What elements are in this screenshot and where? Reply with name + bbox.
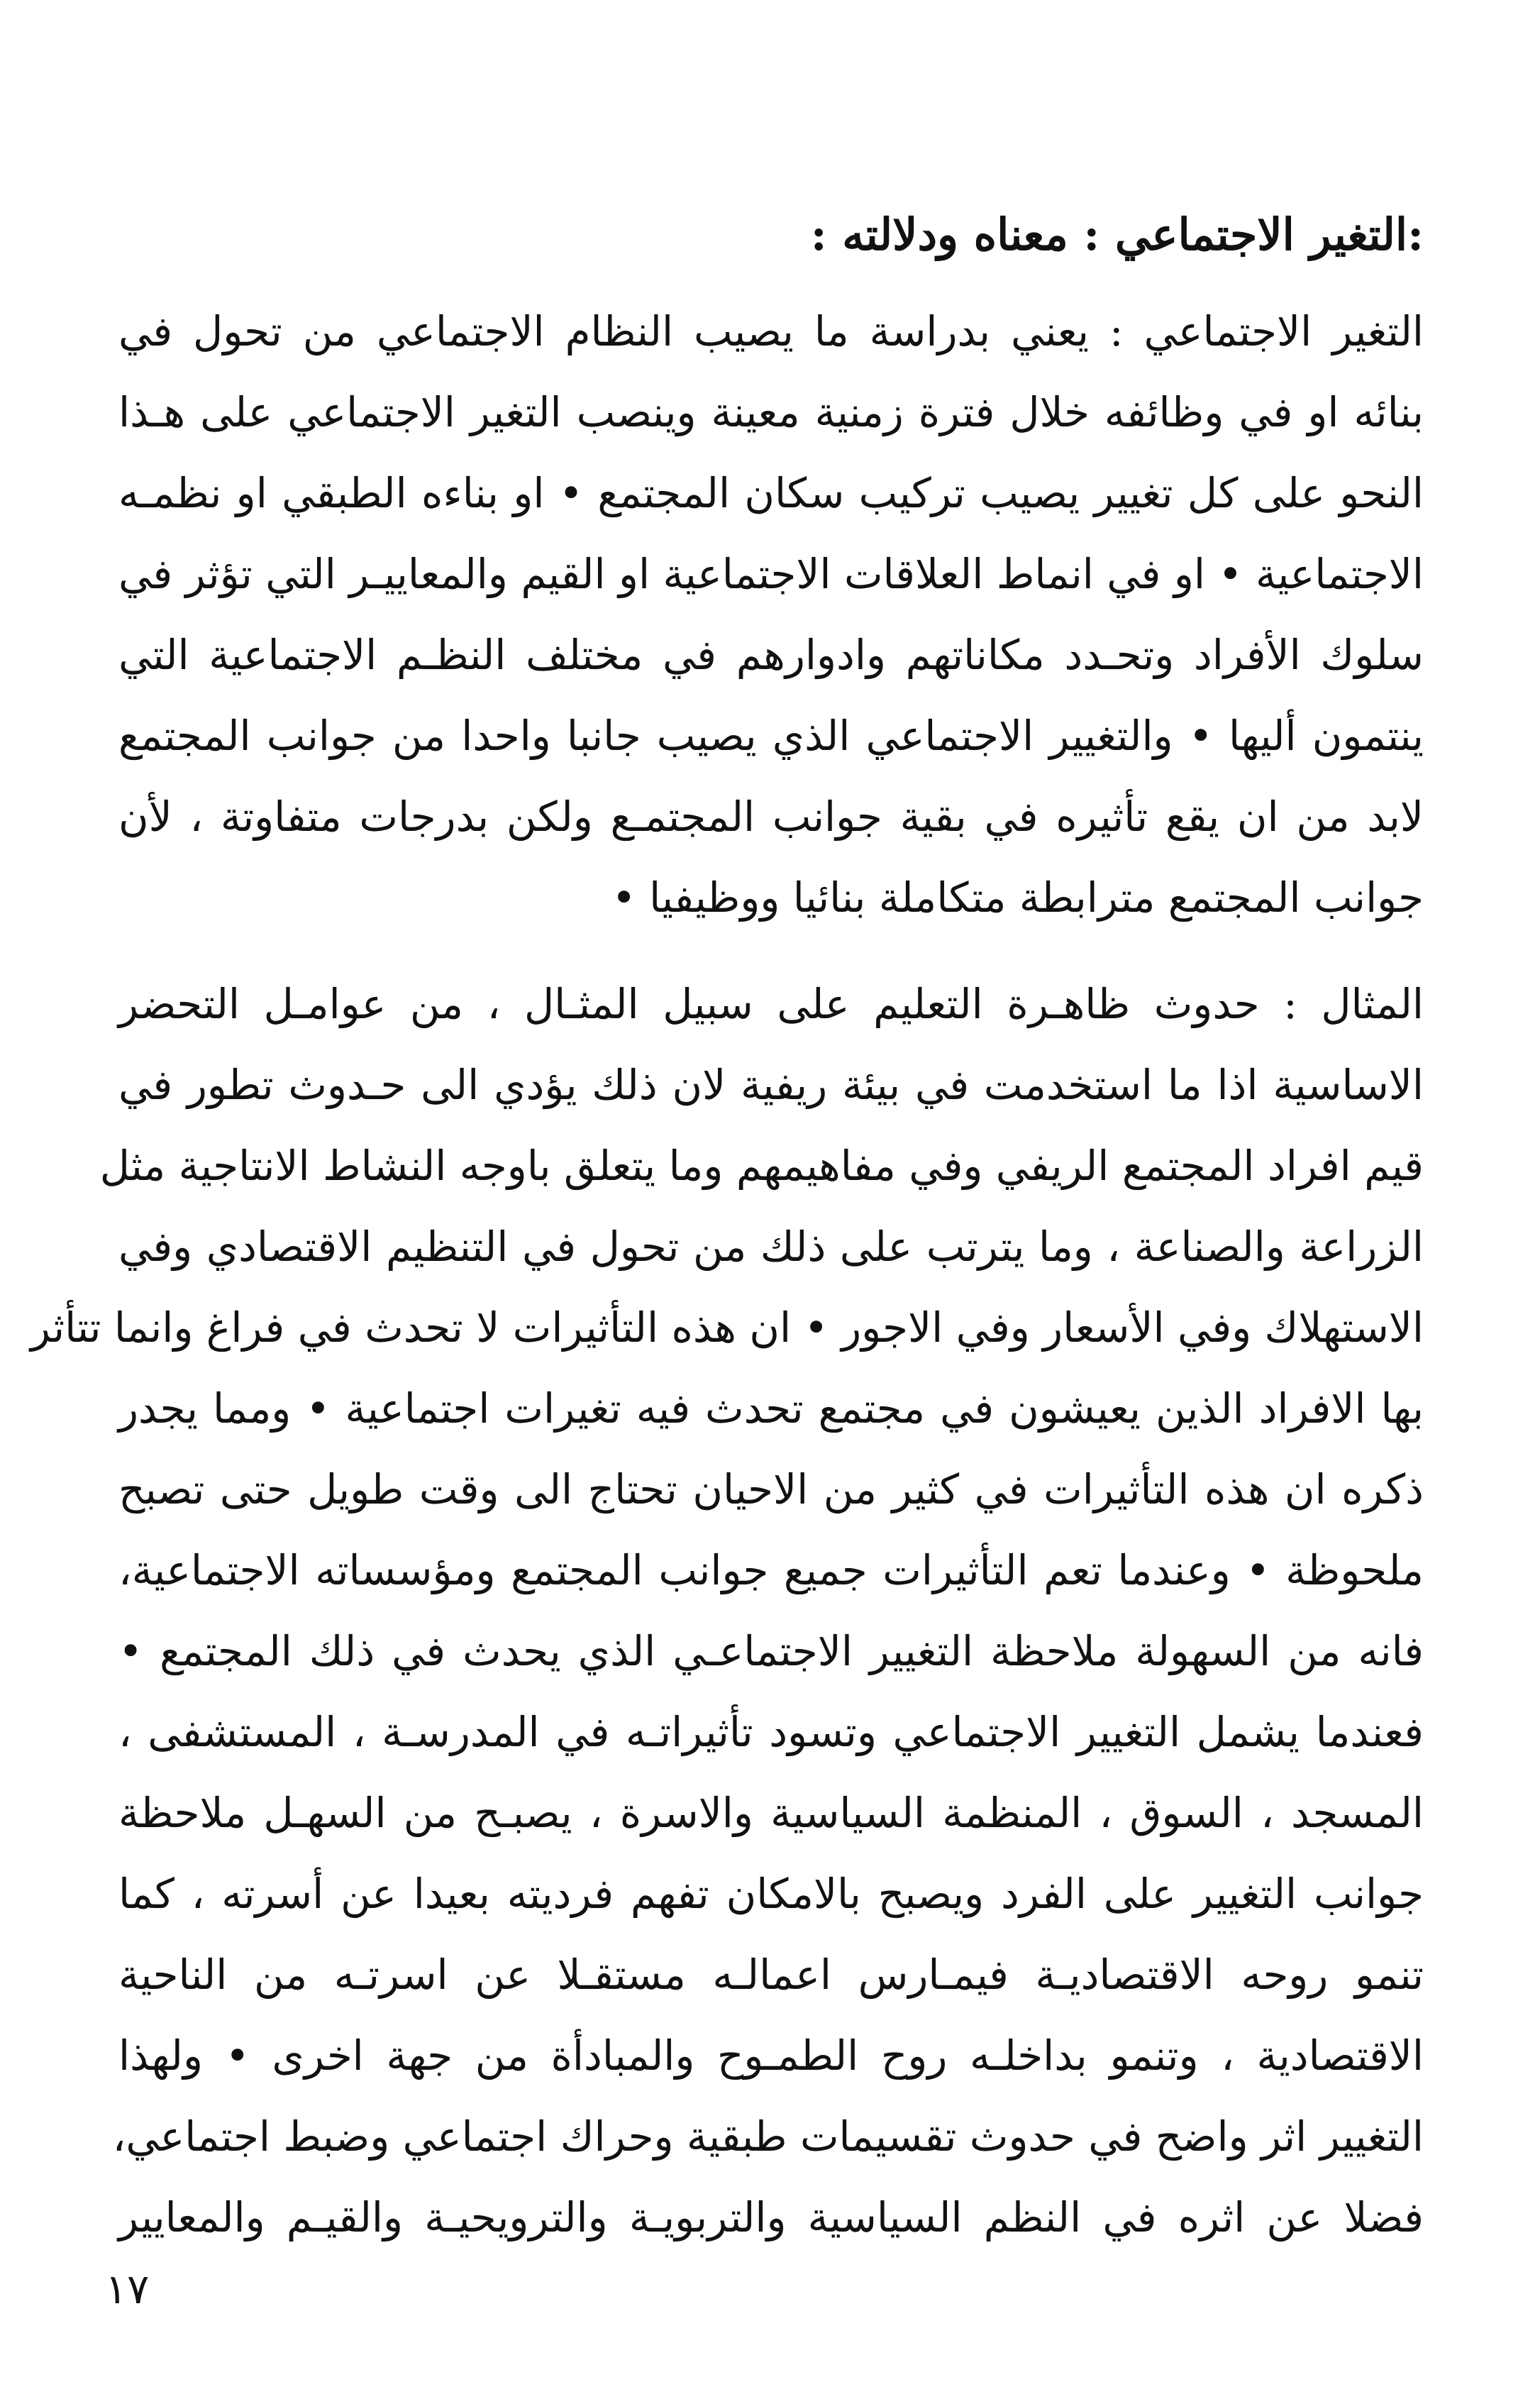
- text-line: النحو على كل تغيير يصيب تركيب سكان المجتمع • او بناءه الطبقي او نظمـه: [118, 469, 1424, 517]
- text-line: ينتمون أليها • والتغيير الاجتماعي الذي يصيب جانبا واحدا من جوانب المجتمع: [118, 712, 1424, 760]
- text-line: التغيير اثر واضح في حدوث تقسيمات طبقية وحراك اجتماعي وضبط اجتماعي،: [112, 2112, 1424, 2161]
- text-line: سلوك الأفراد وتحـدد مكاناتهم وادوارهم في مختلف النظـم الاجتماعية التي: [118, 631, 1424, 679]
- text-line: الاقتصادية ، وتنمو بداخلـه روح الطمـوح والمبادأة من جهة اخرى • ولهذا: [118, 2031, 1424, 2080]
- text-line: الزراعة والصناعة ، وما يترتب على ذلك من تحول في التنظيم الاقتصادي وفي: [118, 1223, 1424, 1271]
- text-line: الاستهلاك وفي الأسعار وفي الاجور • ان هذه التأثيرات لا تحدث في فراغ وانما تتأثر: [31, 1303, 1424, 1352]
- text-line: فعندما يشمل التغيير الاجتماعي وتسود تأثيراتـه في المدرسـة ، المستشفى ،: [118, 1708, 1424, 1756]
- text-line: جوانب التغيير على الفرد ويصبح بالامكان تفهم فرديته بعيدا عن أسرته ، كما: [118, 1870, 1424, 1918]
- text-line: الاساسية اذا ما استخدمت في بيئة ريفية لان ذلك يؤدي الى حـدوث تطور في: [118, 1061, 1424, 1109]
- text-line: فضلا عن اثره في النظم السياسية والتربويـة والترويحيـة والقيـم والمعايير: [118, 2193, 1424, 2242]
- text-line: الاجتماعية • او في انماط العلاقات الاجتماعية او القيم والمعاييـر التي تؤثر في: [118, 550, 1424, 598]
- page-number: ١٧: [105, 2265, 150, 2313]
- text-line: ذكره ان هذه التأثيرات في كثير من الاحيان تحتاج الى وقت طويل حتى تصبح: [118, 1465, 1424, 1513]
- text-line: تنمو روحه الاقتصاديـة فيمـارس اعمالـه مستقـلا عن اسرتـه من الناحية: [118, 1951, 1424, 1999]
- text-line: التغير الاجتماعي : يعني بدراسة ما يصيب النظام الاجتماعي من تحول في: [118, 307, 1424, 355]
- text-line: لابد من ان يقع تأثيره في بقية جوانب المجتمـع ولكن بدرجات متفاوتة ، لأن: [118, 793, 1424, 841]
- text-line: بنائه او في وظائفه خلال فترة زمنية معينة وينصب التغير الاجتماعي على هـذا: [118, 388, 1424, 436]
- text-line: المسجد ، السوق ، المنظمة السياسية والاسرة ، يصبـح من السهـل ملاحظة: [118, 1789, 1424, 1837]
- section-heading: :التغير الاجتماعي : معناه ودلالته :: [810, 209, 1424, 260]
- paragraph-example: [31, 964, 1424, 2258]
- text-line: قيم افراد المجتمع الريفي وفي مفاهيمهم وما يتعلق باوجه النشاط الانتاجية مثل: [99, 1142, 1424, 1190]
- paragraph-definition: [118, 291, 1424, 938]
- text-line: جوانب المجتمع مترابطة متكاملة بنائيا ووظيفيا •: [611, 873, 1424, 922]
- text-line: فانه من السهولة ملاحظة التغيير الاجتماعـي الذي يحدث في ذلك المجتمع •: [118, 1627, 1424, 1675]
- text-line: المثال : حدوث ظاهـرة التعليم على سبيل المثـال ، من عوامـل التحضر: [118, 980, 1424, 1028]
- text-line: ملحوظة • وعندما تعم التأثيرات جميع جوانب المجتمع ومؤسساته الاجتماعية،: [118, 1546, 1424, 1594]
- text-line: بها الافراد الذين يعيشون في مجتمع تحدث فيه تغيرات اجتماعية • ومما يجدر: [118, 1384, 1424, 1433]
